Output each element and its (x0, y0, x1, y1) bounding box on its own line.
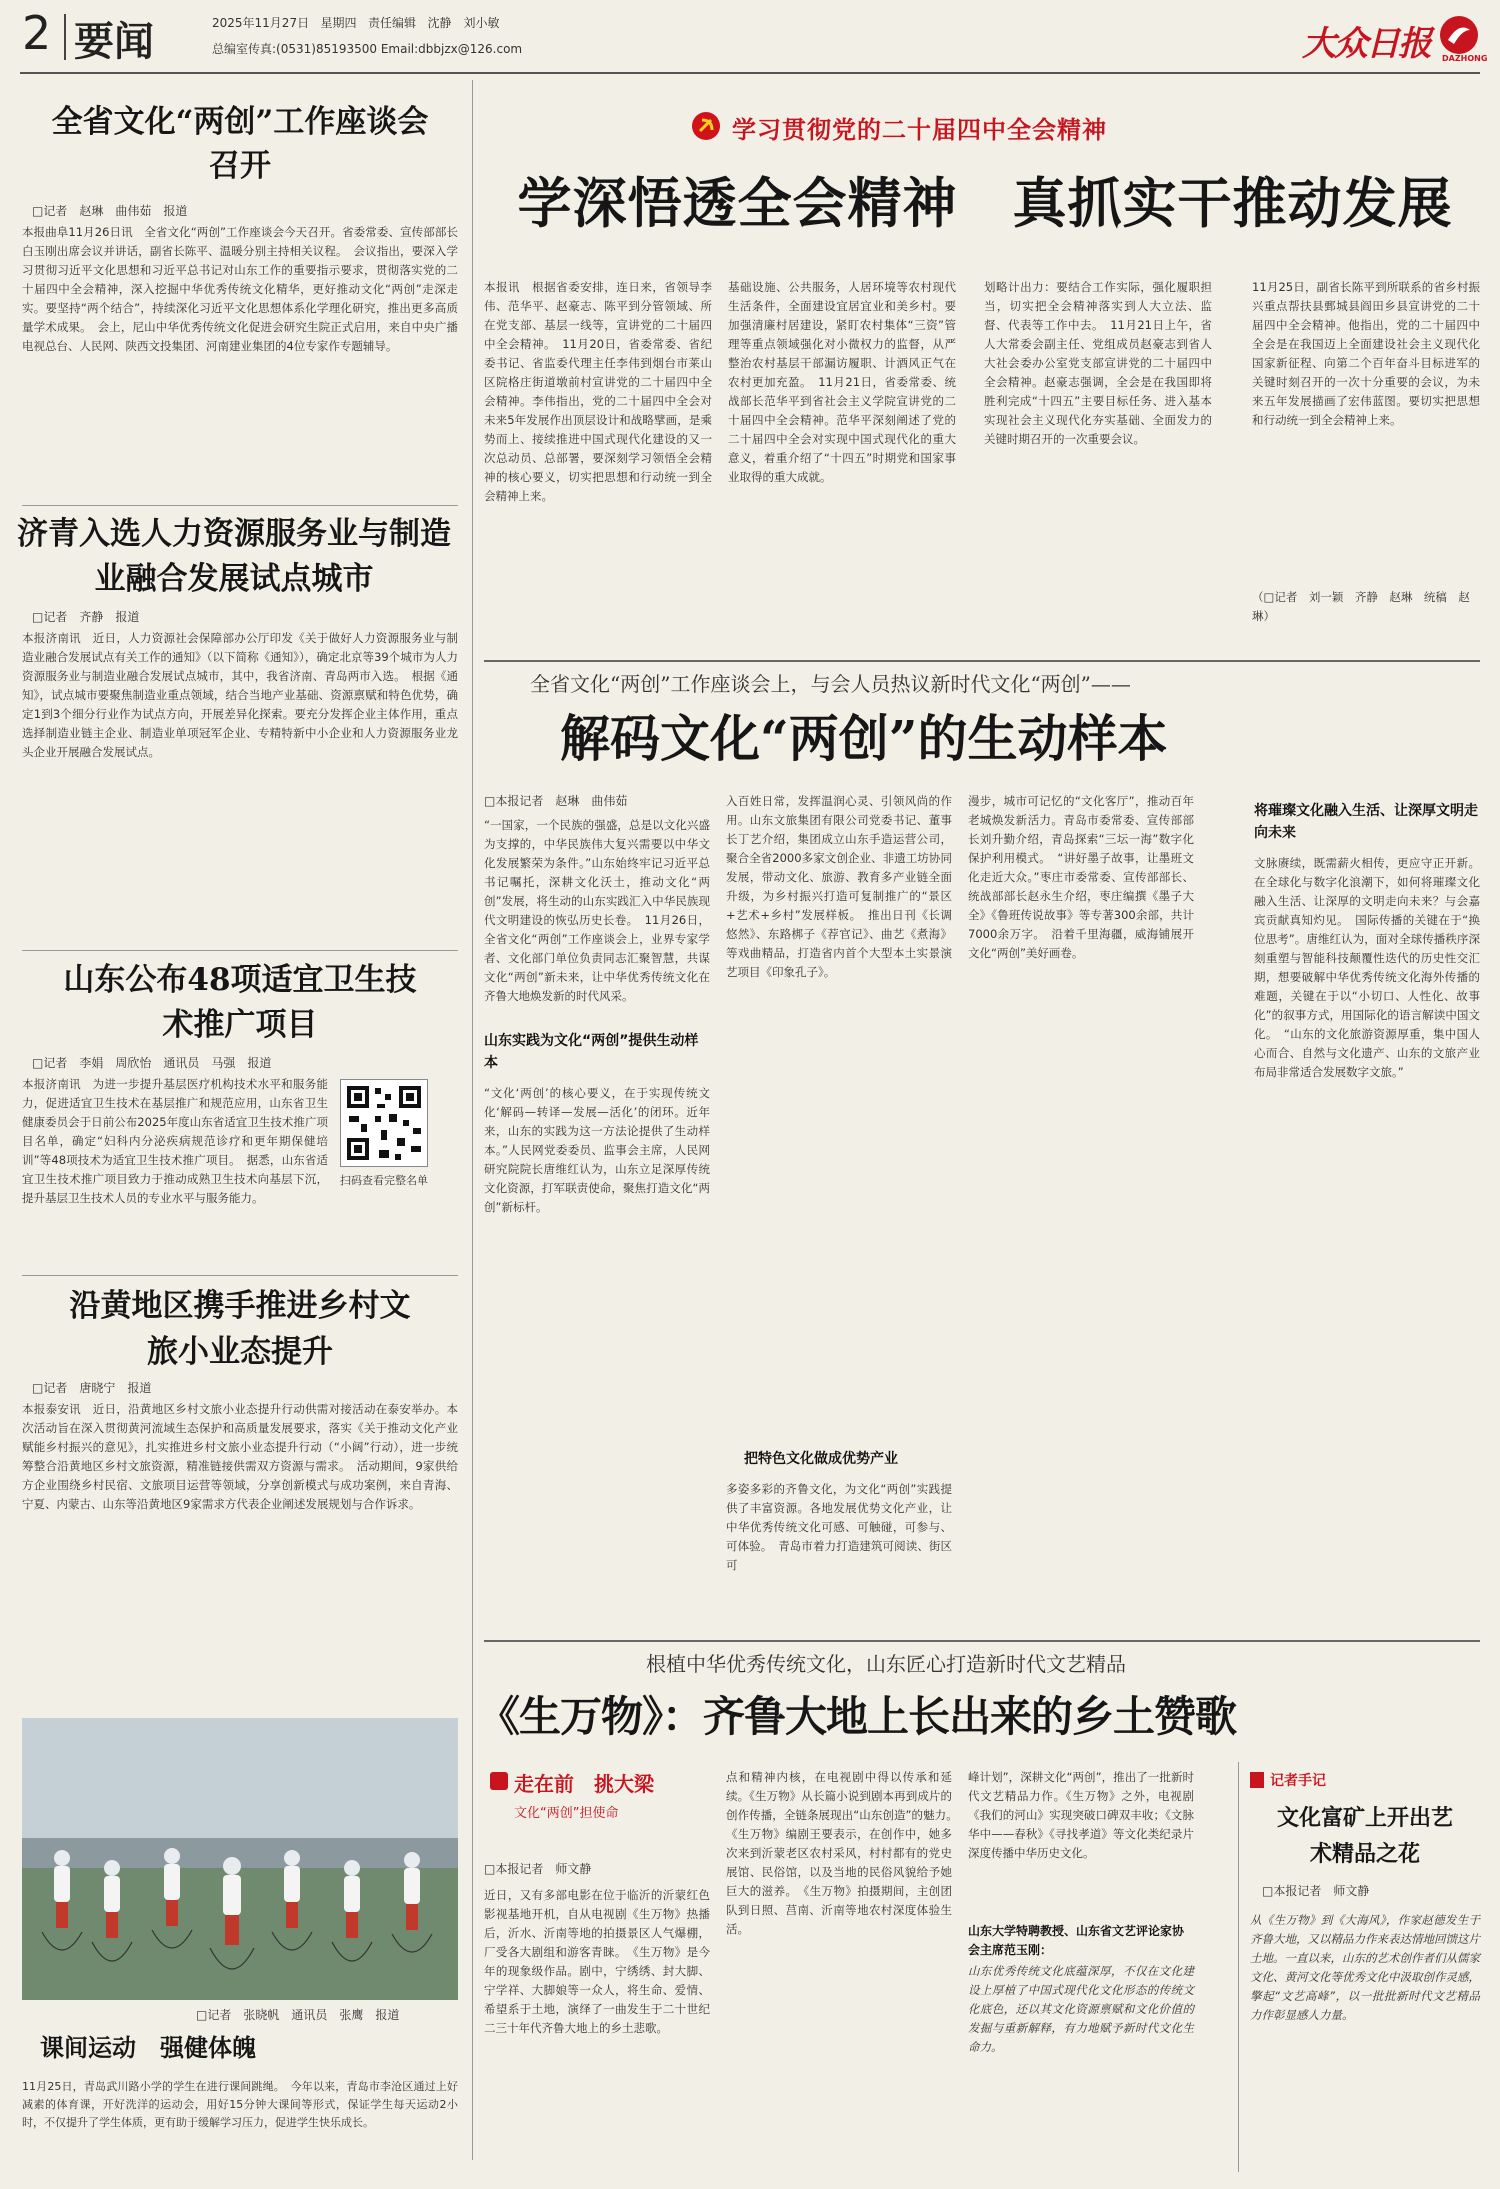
feature1-col-2: 入百姓日常，发挥温润心灵、引领风尚的作用。山东文旅集团有限公司党委书记、董事长丁艺介绍，集团成立山东手造运营公司，聚合全省2000多家文创企业、非遗工坊协同发展，带动文化、旅游、教育多产业链全面升级，为乡村振兴打造可复制推广的“景区+艺术+乡村”发展样板。 推出日刊《长调悠然》、东路梆子《荐官记》、曲艺《煮海》等戏曲精品，打造省内首个大型本土实景演艺项目《印象孔子》。 (726, 794, 952, 979)
section-divider (22, 505, 458, 506)
photo-title: 课间运动 强健体魄 (40, 2033, 256, 2062)
photo-jump-rope (22, 1718, 458, 2000)
article-hr-pilot (10, 512, 458, 947)
feature1-byline: □本报记者 赵琳 曲伟茹 (484, 794, 628, 808)
section-divider (22, 1275, 458, 1276)
section-name: 要闻 (74, 19, 154, 65)
editor-names: 沈静 刘小敏 (427, 16, 500, 30)
masthead-rule (20, 72, 1480, 74)
article-yellow-river-tourism (22, 1283, 458, 1696)
feature2-headline: 《生万物》：齐鲁大地上长出来的乡土赞歌 (478, 1692, 1237, 1741)
page-number: 2 (22, 6, 52, 60)
series-label: 走在前 挑大梁 (514, 1772, 654, 1796)
feature1-col-1: “一国家，一个民族的强盛，总是以文化兴盛为支撑的，中华民族伟大复兴需要以中华文化发展繁荣为条件。”山东始终牢记习近平总书记嘱托，深耕文化沃土，推动文化“两创”发展，将生动的山东实践汇入中华民族现代文明建设的恢弘历史长卷。 11月26日，全省文化“两创”工作座谈会上，业界专家学者、文化部门单位负责同志汇聚智慧，共谋文化“两创”新未来，让中华优秀传统文化在齐鲁大地焕发新的时代风采。 (484, 818, 710, 1003)
feature1-subhead-1: 山东实践为文化“两创”提供生动样本 (484, 1033, 699, 1071)
feature1-kicker: 全省文化“两创”工作座谈会上，与会人员热议新时代文化“两创”—— (530, 672, 1131, 696)
lead-col-2: 基础设施、公共服务，人居环境等农村现代生活条件，全面建设宜居宜业和美乡村。要加强清廉村居建设，紧盯农村集体“三资”管理等重点领域强化对小微权力的监督，从严整治农村基层干部漏访履职、计酒风正气在农村更加充盈。 11月21日，省委常委、统战部长范华平到省社会主义学院宣讲党的二十届四中全会精神。范华平深刻阐述了党的二十届四中全会对实现中国式现代化的重大意义，着重介绍了“十四五”时期党和国家事业取得的重大成就。 (728, 280, 956, 484)
note-byline: □本报记者 师文静 (1262, 1884, 1370, 1898)
article-culture-forum (22, 100, 458, 503)
article-title: 山东公布48项适宜卫生技术推广项目 (63, 962, 417, 1043)
masthead (0, 0, 1500, 78)
series-badge (484, 1768, 694, 1828)
lead-col-1: 本报讯 根据省委安排，连日来，省领导李伟、范华平、赵豪志、陈平到分管领域、所在党支部、基层一线等，宣讲党的二十届四中全会精神。 11月20日，省委常委、省纪委书记、省监委代理主任李伟到烟台市莱山区院格庄街道墩前村宣讲党的二十届四中全会精神。李伟指出，党的二十届四中全会对未来5年发展作出顶层设计和战略擘画，是乘势而上、接续推进中国式现代化建设的又一次总动员、总部署，要深刻学习领悟全会精神的核心要义，切实把思想和行动统一到全会精神上来。 (484, 280, 712, 503)
brand-name-en: DAZHONG (1442, 54, 1488, 63)
lead-headline: 学深悟透全会精神 真抓实干推动发展 (517, 171, 1453, 235)
article-body: 本报曲阜11月26日讯 全省文化“两创”工作座谈会今天召开。省委常委、宣传部部长白玉刚出席会议并讲话，副省长陈平、温暖分别主持相关议程。 会议指出，要深入学习贯彻习近平文化思想和习近平总书记对山东工作的重要指示要求，贯彻落实党的二十届四中全会精神，深入挖掘中华优秀传统文化精华，更好推动文化“两创”走深走实。要坚持“两个结合”，持续深化习近平文化思想体系化学理化研究，推出更多高质量学术成果。 会上，尼山中华优秀传统文化促进会研究生院正式启用，来自中央广播电视总台、人民网、陕西文投集团、河南建业集团的4位专家作专题辅导。 (22, 225, 458, 353)
feature2-col-3b: 山东优秀传统文化底蕴深厚，不仅在文化建设上厚植了中国式现代化文化形态的传统文化底色，还以其文化资源禀赋和文化价值的发掘与重新解释，有力地赋予新时代文化生命力。 (968, 1964, 1194, 2054)
feature2-byline: □本报记者 师文静 (484, 1862, 592, 1876)
note-body: 从《生万物》到《大海风》，作家赵德发生于齐鲁大地，又以精品力作来表达情地回馈这片土地。一直以来，山东的艺术创作者们从儒家文化、黄河文化等优秀文化中汲取创作灵感，擎起“文艺高峰”，以一批批新时代文艺精品力作彰显感人力量。 (1250, 1912, 1480, 2022)
section-divider (484, 660, 1480, 662)
series-sublabel: 文化“两创”担使命 (514, 1806, 619, 1821)
feature2-col-1: 近日，又有多部电影在位于临沂的沂蒙红色影视基地开机，自从电视剧《生万物》热播后，沂水、沂南等地的拍摄景区人气爆棚，厂受各大剧组和游客青睐。 《生万物》是今年的现象级作品。剧中，宁绣绣、封大脚、宁学祥、大脚娘等一众人，将生命、爱情、希望系于土地，演绎了一曲发生于二十世纪二三十年代齐鲁大地上的乡土悲歌。 (484, 1888, 710, 2035)
issue-weekday: 星期四 (320, 16, 357, 30)
feature1-col-2b: 多姿多彩的齐鲁文化，为文化“两创”实践提供了丰富资源。各地发展优势文化产业，让中华优秀传统文化可感、可触碰，可参与、可体验。 青岛市着力打造建筑可阅读、街区可 (726, 1482, 952, 1572)
feature2-kicker: 根植中华优秀传统文化，山东匠心打造新时代文艺精品 (646, 1652, 1126, 1676)
brand-emblem-icon (1440, 16, 1478, 54)
brand-name: 大众日报 (1302, 24, 1430, 64)
article-body: 本报泰安讯 近日，沿黄地区乡村文旅小业态提升行动供需对接活动在泰安举办。本次活动旨在深入贯彻黄河流域生态保护和高质量发展要求，落实《关于推动文化产业赋能乡村振兴的意见》，扎实推进乡村文旅小业态提升行动（“小阔”行动），进一步统筹整合沿黄地区乡村文旅资源，精准链接供需双方资源与需求。 活动期间，9家供给方企业围绕乡村民宿、文旅项目运营等领域，分享创新模式与成功案例，来自青海、宁夏、内蒙古、山东等沿黄地区9家需求方代表企业阐述发展规划与合作诉求。 (22, 1402, 458, 1511)
article-byline: □记者 唐晓宁 报道 (32, 1381, 152, 1395)
qr-caption: 扫码查看完整名单 (340, 1174, 428, 1187)
issue-date: 2025年11月27日 (212, 16, 310, 30)
lead-byline: （□记者 刘一颖 齐静 赵琳 统稿 赵琳） (1252, 590, 1470, 623)
editor-label: 责任编辑 (368, 16, 417, 30)
feature2-col-3: 峰计划”，深耕文化“两创”，推出了一批新时代文艺精品力作。《生万物》之外，电视剧《我们的河山》实现突破口碑双丰收；《文脉华中——春秋》《寻找孝道》等文化类纪录片深度传播中华历史文化。 (968, 1770, 1194, 1860)
feature2-col-2: 点和精神内核，在电视剧中得以传承和延续。《生万物》从长篇小说到剧本再到成片的创作传播，全链条展现出“山东创造”的魅力。 《生万物》编剧王要表示，在创作中，她多次来到沂蒙老区农村采风，村村都有的党史展馆、民俗馆，以及当地的民俗风貌给予她巨大的滋养。 《生万物》拍摄期间，主创团队到日照、莒南、沂南等地农村深度体验生活。 (726, 1770, 964, 1936)
feature1-subhead-2: 把特色文化做成优势产业 (744, 1451, 898, 1467)
article-body: 本报济南讯 近日，人力资源社会保障部办公厅印发《关于做好人力资源服务业与制造业融合发展试点有关工作的通知》（以下简称《通知》），确定北京等39个城市为人力资源服务业与制造业融合发展试点城市，其中，我省济南、青岛两市入选。 根据《通知》，试点城市要聚焦制造业重点领域，结合当地产业基础、资源禀赋和特色优势，确定1到3个细分行业作为试点方向，开展差异化探索。要充分发挥企业主体作用，重点选择制造业链主企业、制造业单项冠军企业、专精特新中小企业和人力资源服务业龙头企业开展融合发展试点。 (22, 631, 458, 759)
photo-byline: □记者 张晓帆 通讯员 张鹰 报道 (196, 2008, 400, 2022)
article-title: 济青入选人力资源服务业与制造业融合发展试点城市 (17, 516, 451, 597)
photo-caption: 11月25日，青岛武川路小学的学生在进行课间跳绳。 今年以来，青岛市李沧区通过上好减素的体育课，开好洗洋的运动会，用好15分钟大课间等形式，保证学生每天运动2小时，不仅提升了学生体质，更有助于缓解学习压力，促进学生快乐成长。 (22, 2080, 458, 2129)
reporter-note (1250, 1770, 1480, 2172)
article-title: 沿黄地区携手推进乡村文旅小业态提升 (69, 1288, 411, 1370)
article-byline: □记者 李娟 周欣怡 通讯员 马强 报道 (32, 1056, 272, 1070)
lead-col-3: 划略计出力：要结合工作实际，强化履职担当，切实把全会精神落实到人大立法、监督、代表等工作中去。 11月21日上午，省人大常委会副主任、党组成员赵豪志到省人大社会委办公室党支部宣讲党的二十届四中全会精神。赵豪志强调，全会是在我国即将胜利完成“十四五”主要目标任务、进入基本实现社会主义现代化夯实基础、全面发力的关键时期召开的一次重要会议。 (984, 280, 1212, 446)
note-icon (1250, 1772, 1264, 1788)
banner-label: 学习贯彻党的二十届四中全会精神 (732, 116, 1107, 144)
article-title: 全省文化“两创”工作座谈会召开 (51, 104, 429, 184)
lead-col-4: 11月25日，副省长陈平到所联系的省乡村振兴重点帮扶县鄄城县阎田乡县宣讲党的二十届四中全会精神。他指出，党的二十届四中全会是在我国迈上全面建设社会主义现代化国家新征程、向第二个百年奋斗目标进军的关键时刻召开的一次十分重要的会议，为未来五年发展描画了宏伟蓝图。要切实把思想和行动统一到全会精神上来。 (1252, 280, 1480, 427)
column-divider (1238, 1762, 1239, 2172)
note-title: 文化富矿上开出艺术精品之花 (1276, 1805, 1453, 1867)
article-byline: □记者 齐静 报道 (32, 610, 140, 624)
party-emblem-icon (692, 112, 720, 140)
feature1-col-3: 漫步，城市可记忆的“文化客厅”，推动百年老城焕发新活力。青岛市委常委、宣传部部长刘升勤介绍，青岛探索“三坛一海”数字化保护利用模式。 “讲好墨子故事，让墨班文化走近大众。”枣庄市委常委、宣传部部长、统战部部长赵永生介绍，枣庄编撰《墨子大全》《鲁班传说故事》等专著300余部，共计7000余万字。 沿着千里海疆，威海铺展开文化“两创”美好画卷。 (968, 794, 1194, 960)
brand-logo (1302, 14, 1488, 66)
article-body: 本报济南讯 为进一步提升基层医疗机构技术水平和服务能力，促进适宜卫生技术在基层推广和规范应用，山东省卫生健康委员会于日前公布2025年度山东省适宜卫生技术推广项目名单，确定“妇科内分泌疾病规范诊疗和更年期保健培训”等48项技术为适宜卫生技术推广项目。 据悉，山东省适宜卫生技术推广项目致力于推动成熟卫生技术向基层下沉，提升基层卫生技术人员的专业水平与服务能力。 (22, 1077, 328, 1205)
article-health-tech (22, 958, 458, 1245)
hotline: 总编室传真:(0531)85193500 Email:dbbjzx@126.com (212, 42, 523, 56)
section-divider (484, 1640, 1480, 1642)
badge-icon (490, 1772, 508, 1790)
feature1-col-1b: “文化‘两创’的核心要义，在于实现传统文化‘解码—转译—发展—活化’的闭环。近年来，山东的实践为这一方法论提供了生动样本。”人民网党委委员、监事会主席，人民网研究院院长唐维红认为，山东立足深厚传统文化资源，打军联责使命，聚焦打造文化“两创”新标杆。 (484, 1086, 710, 1214)
feature1-headline: 解码文化“两创”的生动样本 (560, 709, 1168, 768)
note-label: 记者手记 (1270, 1773, 1326, 1789)
feature1-col-4: 文脉赓续，既需薪火相传，更应守正开新。在全球化与数字化浪潮下，如何将璀璨文化融入生活、让深厚的文明走向未来？与会嘉宾贡献真知灼见。 国际传播的关键在于“换位思考”。唐维红认为，面对全球传播秩序深刻重塑与智能科技颠覆性迭代的历史性交汇期，想要破解中华优秀传统文化海外传播的难题，关键在于以“小切口、人性化、故事化”的叙事方式，用国际化的语言解读中国文化。 “山东的文化旅游资源厚重，集中国人心而合、自然与文化遗产、山东的文旅产业布局非常适合发展数字文旅。” (1254, 856, 1480, 1079)
column-divider (472, 80, 473, 2160)
section-divider (22, 950, 458, 951)
qr-code[interactable] (340, 1079, 428, 1167)
feature2-subhead: 山东大学特聘教授、山东省文艺评论家协会主席范玉刚： (968, 1924, 1185, 1957)
feature1-subhead-3: 将璀璨文化融入生活、让深厚文明走向未来 (1254, 803, 1478, 841)
article-byline: □记者 赵琳 曲伟茹 报道 (32, 204, 188, 218)
